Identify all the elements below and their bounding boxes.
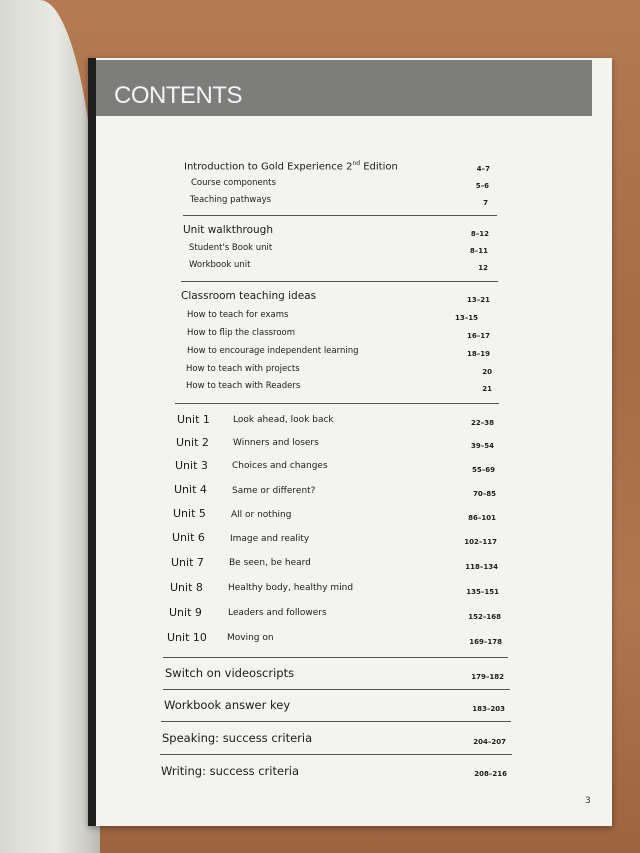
unit-pages: 39–54 [471, 442, 494, 450]
unit-title: All or nothing [231, 510, 292, 520]
unit-number: Unit 8 [170, 581, 203, 594]
unit-title: Healthy body, healthy mind [228, 583, 354, 593]
back-matter-title: Switch on videoscripts [165, 666, 295, 680]
divider [163, 657, 508, 658]
unit-pages: 22–38 [471, 419, 494, 427]
classroom-item-pages: 13–15 [455, 314, 478, 322]
classroom-item: How to encourage independent learning [187, 346, 359, 356]
unit-title: Same or different? [232, 486, 316, 496]
intro-pages: 4–7 [476, 165, 490, 173]
unit-number: Unit 6 [172, 531, 205, 544]
classroom-title: Classroom teaching ideas [181, 290, 317, 302]
divider [160, 754, 512, 755]
unit-pages: 135–151 [466, 588, 499, 596]
walkthrough-item: Workbook unit [189, 260, 251, 270]
back-matter-title: Speaking: success criteria [162, 731, 313, 745]
walkthrough-item-pages: 12 [478, 264, 488, 272]
divider [161, 721, 511, 722]
walkthrough-title: Unit walkthrough [183, 224, 273, 236]
classroom-item-pages: 16–17 [467, 332, 490, 340]
unit-number: Unit 4 [174, 483, 207, 496]
back-matter-pages: 183–203 [472, 705, 505, 713]
unit-pages: 169–178 [469, 638, 502, 646]
walkthrough-pages: 8–12 [470, 230, 489, 238]
unit-pages: 102–117 [464, 538, 497, 546]
unit-pages: 152–168 [468, 613, 501, 621]
divider [163, 689, 510, 690]
classroom-item-pages: 21 [482, 385, 492, 393]
unit-pages: 118–134 [465, 563, 498, 571]
intro-item: Teaching pathways [190, 195, 272, 205]
classroom-item: How to teach with projects [186, 364, 300, 374]
unit-title: Be seen, be heard [229, 558, 311, 568]
classroom-item-pages: 18–19 [467, 350, 490, 358]
divider [181, 281, 498, 282]
page-spine [88, 58, 96, 826]
back-matter-title: Writing: success criteria [161, 764, 300, 778]
intro-item-pages: 5–6 [475, 182, 489, 190]
unit-pages: 70–85 [473, 490, 496, 498]
back-matter-title: Workbook answer key [164, 698, 291, 712]
unit-number: Unit 3 [175, 459, 208, 472]
classroom-item-pages: 20 [482, 368, 492, 376]
unit-pages: 86–101 [468, 514, 496, 522]
unit-number: Unit 5 [173, 507, 206, 520]
unit-title: Leaders and followers [228, 608, 327, 618]
classroom-item: How to flip the classroom [187, 328, 296, 338]
unit-title: Image and reality [230, 534, 310, 544]
divider [183, 215, 497, 216]
unit-number: Unit 7 [171, 556, 204, 569]
intro-title: Introduction to Gold Experience 2nd Edition [184, 160, 398, 173]
unit-number: Unit 2 [176, 436, 209, 449]
page-title: CONTENTS [114, 82, 242, 109]
walkthrough-item-pages: 8–11 [469, 247, 488, 255]
unit-number: Unit 10 [167, 631, 207, 644]
intro-item: Course components [191, 178, 276, 188]
page-number: 3 [585, 796, 591, 806]
walkthrough-item: Student's Book unit [189, 243, 273, 253]
back-matter-pages: 208–216 [474, 770, 507, 778]
unit-pages: 55–69 [472, 466, 495, 474]
classroom-item: How to teach with Readers [186, 381, 301, 391]
unit-title: Moving on [227, 633, 274, 643]
divider [175, 403, 499, 404]
unit-title: Winners and losers [233, 438, 319, 448]
classroom-item: How to teach for exams [187, 310, 289, 320]
classroom-pages: 13–21 [467, 296, 490, 304]
unit-title: Choices and changes [232, 461, 328, 471]
facing-page [0, 0, 100, 853]
unit-number: Unit 9 [169, 606, 202, 619]
unit-number: Unit 1 [177, 413, 210, 426]
unit-title: Look ahead, look back [233, 415, 334, 425]
back-matter-pages: 179–182 [471, 673, 504, 681]
intro-item-pages: 7 [483, 199, 488, 207]
back-matter-pages: 204–207 [473, 738, 506, 746]
contents-header [96, 60, 592, 116]
